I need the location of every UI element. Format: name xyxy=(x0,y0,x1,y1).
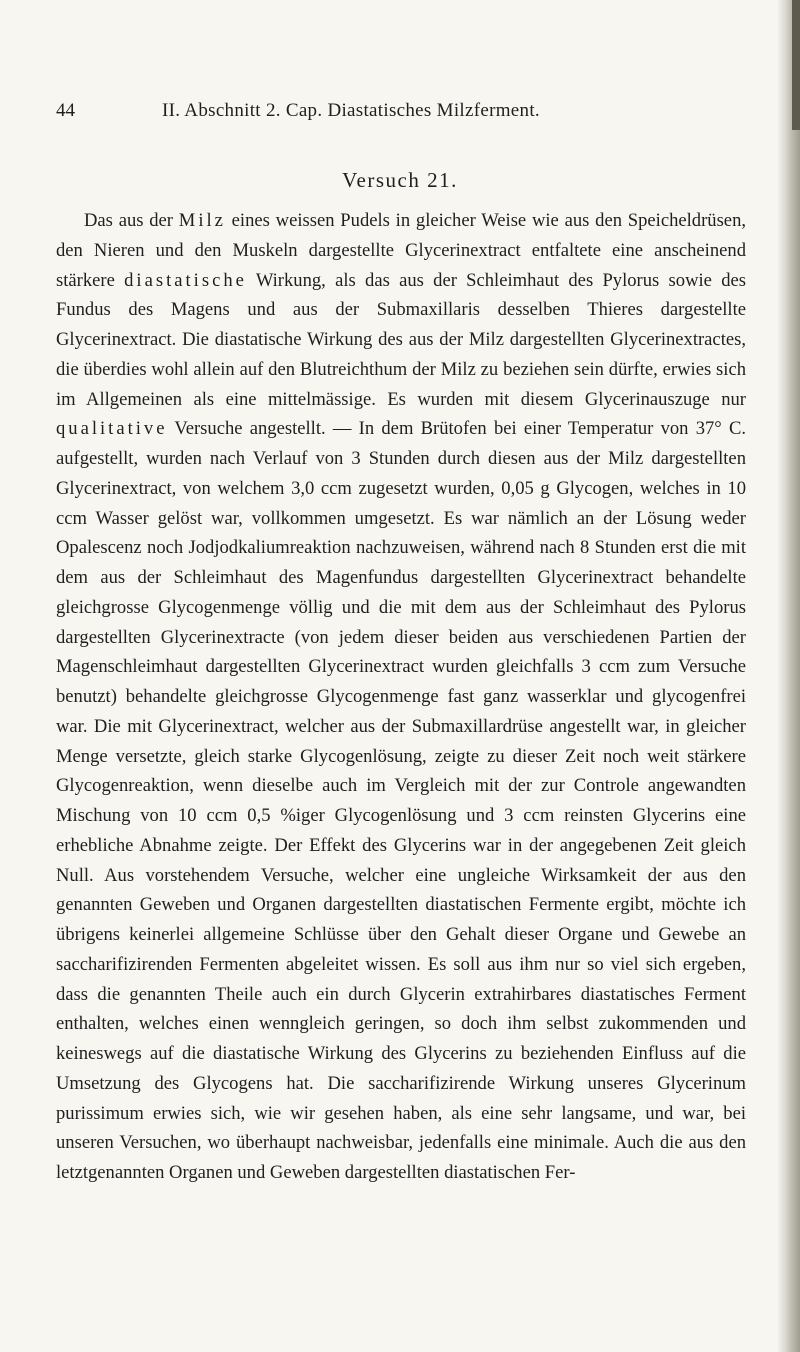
text-run: eines weissen Pudels in gleicher Weise wie aus den Speicheldrüsen, den Nieren und den Muskeln dargestellte Glycerinextract entfaltete eine anscheinend stärkere xyxy=(56,210,747,291)
text-run: Wirkung, als das aus der Schleimhaut des Pylorus sowie des Fundus des Magens und aus der Submaxillaris desselben Thieres dargestellte Glycerinextract. Die diastatische Wirkung des aus der Milz dargestellten Glycerinextractes, die überdies wohl allein auf den Blutreichthum der Milz zu beziehen sein dürfte, erwies sich im Allgemeinen als eine mittelmässige. Es wurden mit diesem Glycerinauszuge nur xyxy=(56,269,746,410)
running-head: II. Abschnitt 2. Cap. Diastatisches Milzferment. xyxy=(162,100,540,121)
spaced-term-diastatische: diastatische xyxy=(124,269,247,291)
paragraph xyxy=(56,206,746,1188)
book-spine-shadow xyxy=(778,0,800,1352)
text-run: Versuche angestellt. — In dem Brütofen bei einer Temperatur von 37° C. aufgestellt, wurden nach Verlauf von 3 Stunden durch diesen aus der Milz dargestellten Glycerinextract, von welchem 3,0 ccm zugesetzt wurden, 0,05 g Glycogen, welches in 10 ccm Wasser gelöst war, vollkommen umgesetzt. Es war nämlich an der Lösung weder Opalescenz noch Jodjodkaliumreaktion nachzuweisen, während nach 8 Stunden erst die mit dem aus der Schleimhaut des Magenfundus dargestellten Glycerinextract behandelte gleichgrosse Glycogenmenge völlig und die mit dem aus der Schleimhaut des Pylorus dargestellten Glycerinextracte (von jedem dieser beiden aus verschiedenen Partien der Magenschleimhaut dargestellten Glycerinextract wurden gleichfalls 3 ccm zum Versuche benutzt) behandelte gleichgrosse Glycogenmenge fast ganz wasserklar und glycogenfrei war. Die mit Glycerinextract, welcher aus der Submaxillardrüse angestellt war, in gleicher Menge versetzte, gleich starke Glycogenlösung, zeigte zu dieser Zeit noch weit stärkere Glycogenreaktion, wenn dieselbe auch im Vergleich mit der zur Controle angewandten Mischung von 10 ccm 0,5 %iger Glycogenlösung und 3 ccm reinsten Glycerins eine erhebliche Abnahme zeigte. Der Effekt des Glycerins war in der angegebenen Zeit gleich Null. Aus vorstehendem Versuche, welcher eine ungleiche Wirksamkeit der aus den genannten Geweben und Organen dargestellten diastatischen Fermente ergibt, möchte ich übrigens keinerlei allgemeine Schlüsse über den Gehalt dieser Organe und Gewebe an saccharifizirenden Fermenten abgeleitet wissen. Es soll aus ihm nur so viel sich ergeben, dass die genannten Theile auch ein durch Glycerin extrahirbares diastatisches Ferment enthalten, welches einen wenngleich geringen, so doch ihm selbst zukommenden und keineswegs auf die diastatische Wirkung des Glycerins zu beziehenden Einfluss auf die Umsetzung des Glycogens hat. Die saccharifizirende Wirkung unseres Glycerinum purissimum erwies sich, wie wir gesehen haben, als eine sehr langsame, und war, bei unseren Versuchen, wo überhaupt nachweisbar, jedenfalls eine minimale. Auch die aus den letztgenannten Organen und Geweben dargestellten diastatischen Fer- xyxy=(56,418,746,1183)
page-number: 44 xyxy=(56,100,75,121)
spaced-term-milz: Milz xyxy=(178,210,226,231)
text-run: Das aus der xyxy=(84,210,179,231)
section-title: Versuch 21. xyxy=(342,168,458,192)
spaced-term-qualitative: qualitative xyxy=(56,418,168,440)
book-spine-edge xyxy=(792,0,800,130)
body-text xyxy=(56,206,746,1188)
page-header xyxy=(56,100,744,128)
